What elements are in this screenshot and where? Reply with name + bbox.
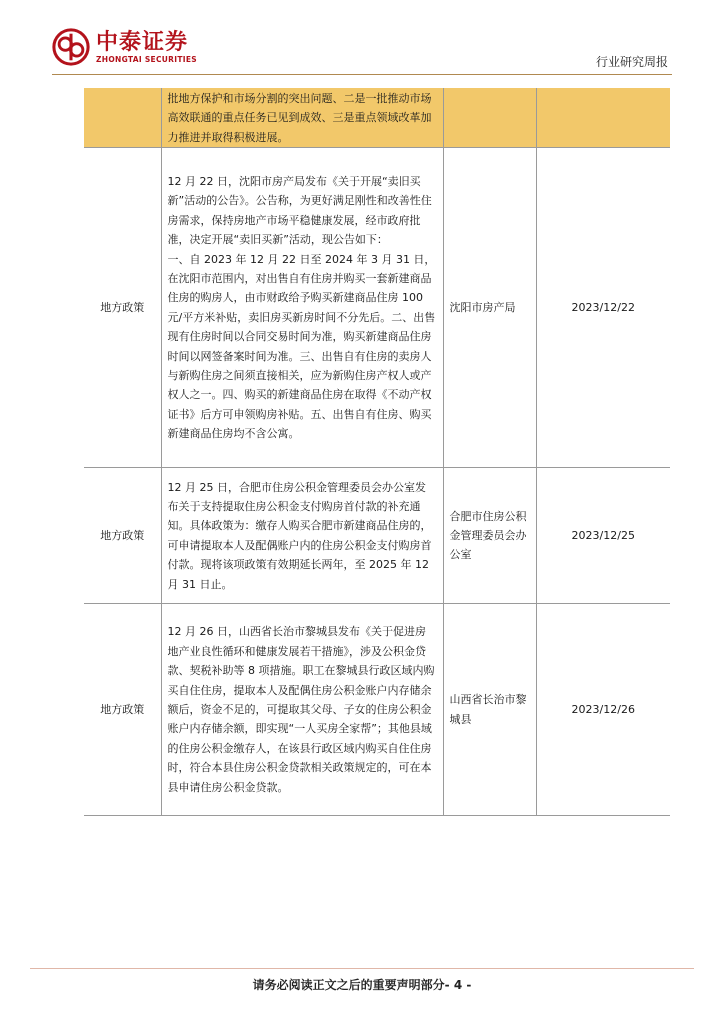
cell-date: 2023/12/25	[536, 468, 670, 604]
logo-english-name: ZHONGTAI SECURITIES	[96, 54, 197, 64]
header-divider	[52, 74, 672, 75]
cell-type	[84, 88, 161, 148]
cell-type: 地方政策	[84, 604, 161, 816]
logo-chinese-name: 中泰证券	[96, 29, 189, 55]
cell-content: 12 月 26 日，山西省长治市黎城县发布《关于促进房地产业良性循环和健康发展若干措施》，涉及公积金贷款、契税补助等 8 项措施。职工在黎城县行政区域内购买自住住房，提取本人及配偶住房公积金账户内存储余额后，资金不足的，可提取其父母、子女的住房公积金账户内存储余额，即实现“一人买房全家帮”；其他县域的住房公积金缴存人，在该县行政区域内购买自住住房时，符合本县住房公积金贷款相关政策规定的，可在本县申请住房公积金贷款。	[161, 604, 443, 816]
table-row	[84, 148, 670, 468]
policy-table	[84, 88, 670, 816]
page-footer	[0, 976, 724, 993]
cell-date: 2023/12/26	[536, 604, 670, 816]
table-row-continued	[84, 88, 670, 148]
cell-source: 沈阳市房产局	[443, 148, 536, 468]
zhongtai-logo-icon	[52, 28, 90, 66]
cell-source	[443, 88, 536, 148]
page-header	[0, 0, 724, 80]
cell-source: 山西省长治市黎城县	[443, 604, 536, 816]
cell-date: 2023/12/22	[536, 148, 670, 468]
page-number: - 4 -	[444, 978, 472, 992]
cell-date	[536, 88, 670, 148]
cell-source: 合肥市住房公积金管理委员会办公室	[443, 468, 536, 604]
cell-content: 12 月 22 日，沈阳市房产局发布《关于开展“卖旧买新”活动的公告》。公告称，为更好满足刚性和改善性住房需求，保持房地产市场平稳健康发展，经市政府批准，决定开展“卖旧买新”活动，现公告如下： 一、自 2023 年 12 月 22 日至 2024 年 3 月 31 日，在沈阳市范围内，对出售自有住房并购买一套新建商品住房的购房人，由市财政给予购买新建商品住房 100 元/平方米补贴，卖旧房买新房时间不分先后。二、出售现有住房时间以合同交易时间为准，购买新建商品住房时间以网签备案时间为准。三、出售自有住房的卖房人与新购住房之间须直接相关，应为新购住房产权人或产权人之一。四、购买的新建商品住房在取得《不动产权证书》后方可申领购房补贴。五、出售自有住房、购买新建商品住房均不含公寓。	[161, 148, 443, 468]
table-row	[84, 468, 670, 604]
report-type-label: 行业研究周报	[595, 55, 668, 69]
cell-content: 批地方保护和市场分割的突出问题、二是一批推动市场高效联通的重点任务已见到成效、三是重点领域改革加力推进并取得积极进展。	[161, 88, 443, 148]
cell-content: 12 月 25 日，合肥市住房公积金管理委员会办公室发布关于支持提取住房公积金支付购房首付款的补充通知。具体政策为：缴存人购买合肥市新建商品住房的，可申请提取本人及配偶账户内的住房公积金支付购房首付款。现将该项政策有效期延长两年，至 2025 年 12 月 31 日止。	[161, 468, 443, 604]
cell-type: 地方政策	[84, 468, 161, 604]
disclaimer-note: 请务必阅读正文之后的重要声明部分	[252, 978, 445, 992]
company-logo	[52, 28, 197, 66]
footer-divider	[30, 968, 694, 969]
cell-type: 地方政策	[84, 148, 161, 468]
table-row	[84, 604, 670, 816]
